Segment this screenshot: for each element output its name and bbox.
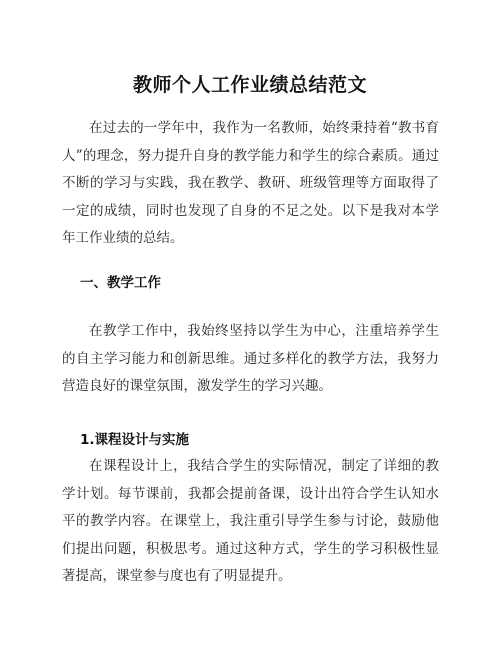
subsection-heading-course-design: 1.课程设计与实施	[80, 432, 190, 448]
document-title: 教师个人工作业绩总结范文	[132, 73, 367, 96]
section-heading-teaching: 一、教学工作	[80, 275, 161, 291]
subsection-paragraph-course-design: 在课程设计上，我结合学生的实际情况，制定了详细的教学计划。每节课前，我都会提前备课，设计出符合学生认知水平的教学内容。在课堂上，我注重引导学生参与讨论，鼓励他们提出问题，积极思考。通过这种方式，学生的学习积极性显著提高，课堂参与度也有了明显提升。	[62, 458, 439, 584]
section-paragraph-teaching: 在教学工作中，我始终坚持以学生为中心，注重培养学生的自主学习能力和创新思维。通过多样化的教学方法，我努力营造良好的课堂氛围，激发学生的学习兴趣。	[62, 323, 439, 394]
intro-paragraph: 在过去的一学年中，我作为一名教师，始终秉持着“教书育人”的理念，努力提升自身的教学能力和学生的综合素质。通过不断的学习与实践，我在教学、教研、班级管理等方面取得了一定的成绩，同时也发现了自身的不足之处。以下是我对本学年工作业绩的总结。	[62, 120, 439, 246]
